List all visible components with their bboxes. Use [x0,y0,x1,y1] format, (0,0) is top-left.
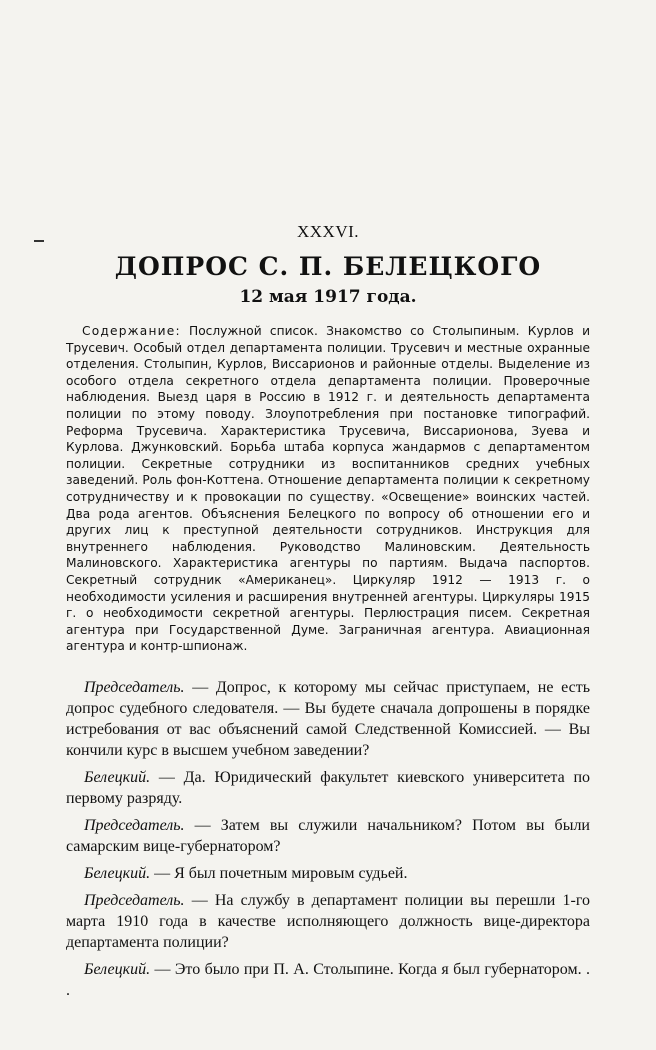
dialogue-paragraph [66,959,590,1001]
document-title: ДОПРОС С. П. БЕЛЕЦКОГО [114,252,542,281]
dialogue-paragraph [66,890,590,953]
margin-mark [34,240,44,242]
document-date: 12 мая 1917 года. [239,287,417,307]
contents-summary [66,323,590,655]
speaker-name: Белецкий. [84,864,151,882]
contents-lead: Содержание: [82,324,181,338]
speech-text: — Я был почетным мировым судьей. [150,864,408,882]
speech-text: — На службу в департамент полиции вы перешли 1-го марта 1910 года в качестве исполняющего должность вице-директора департамента полиции? [66,891,590,951]
contents-text: Послужной список. Знакомство со Столыпиным. Курлов и Трусевич. Особый отдел департамента полиции. Трусевич и местные охранные отделения. Столыпин, Курлов, Виссарионов и районные отделы. Выделение из особого отдела секретного отдела департамента полиции. Проверочные наблюдения. Выезд царя в Россию в 1912 г. и деятельность департамента полиции по этому поводу. Злоупотребления при постановке типографий. Реформа Трусевича. Характеристика Трусевича, Виссарионова, Зуева и Курлова. Джунковский. Борьба штаба корпуса жандармов с департаментом полиции. Секретные сотрудники из воспитанников средних учебных заведений. Роль фон-Коттена. Отношение департамента полиции к секретному сотрудничеству и к провокации по существу. «Освещение» воинских частей. Два рода агентов. Объяснения Белецкого по вопросу об отношении его и других лиц к преступной деятельности сотрудников. Инструкция для внутреннего наблюдения. Руководство Малиновским. Деятельность Малиновского. Характеристика агентуры по партиям. Выдача паспортов. Секретный сотрудник «Американец». Циркуляр 1912 — 1913 г. о необходимости усиления и расширения внутренней агентуры. Циркуляры 1915 г. о необходимости секретной агентуры. Перлюстрация писем. Секретная агентура при Государственной Думе. Заграничная агентура. Авиационная агентура и контр-шпионаж. [66,324,590,654]
dialogue-paragraph [66,815,590,857]
speaker-name: Белецкий. [84,768,151,786]
dialogue-paragraph [66,677,590,761]
dialogue-paragraph [66,863,590,884]
dialogue [66,677,590,1001]
document-page [66,222,590,1007]
speaker-name: Белецкий. [84,960,151,978]
speech-text: — Допрос, к которому мы сейчас приступаем, не есть допрос судебного следователя. — Вы будете сначала допрошены в порядке истребования от вас объяснений самой Следственной Комиссией. — Вы кончили курс в высшем учебном заведении? [66,678,590,759]
speech-text: — Затем вы служили начальником? Потом вы были самарским вице-губернатором? [66,816,590,855]
speech-text: — Да. Юридический факультет киевского университета по первому разряду. [66,768,590,807]
speaker-name: Председатель. [84,891,185,909]
chapter-number: XXXVI. [296,222,360,241]
dialogue-paragraph [66,767,590,809]
speaker-name: Председатель. [84,678,185,696]
speech-text: — Это было при П. А. Столыпине. Когда я был губернатором. . . [66,960,590,999]
speaker-name: Председатель. [84,816,185,834]
